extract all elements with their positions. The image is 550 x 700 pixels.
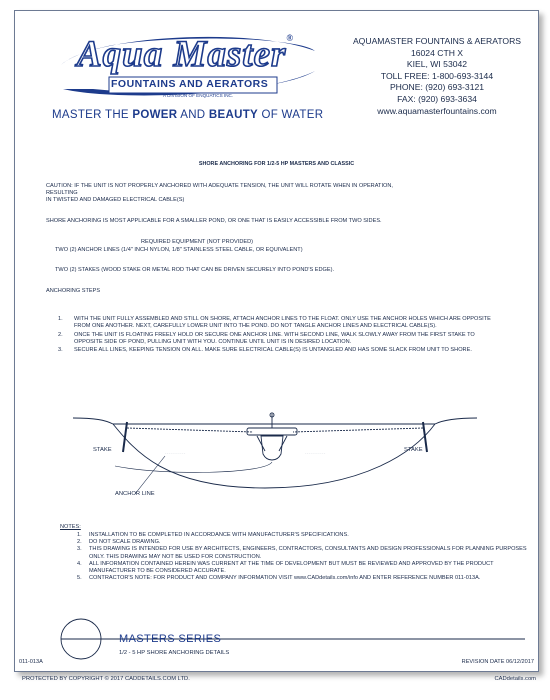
notes-list: [77, 532, 529, 582]
brand-division: A DIVISION OF ENQUATICS INC.: [163, 93, 234, 98]
reference-number: 011-013A: [19, 659, 43, 665]
equipment-anchor-lines: TWO (2) ANCHOR LINES (1/4" INCH NYLON, 1/8" STAINLESS STEEL CABLE, OR EQUIVALENT): [55, 247, 303, 253]
caution-line-2: RESULTING: [46, 190, 78, 196]
list-item: 3. SECURE ALL LINES, KEEPING TENSION ON ALL. MAKE SURE ELECTRICAL CABLE(S) IS UNTANGLED AND HAS SOME SLACK FROM UNIT TO SHORE.: [58, 347, 472, 354]
series-title: MASTERS SERIES: [119, 633, 222, 645]
toll-free: TOLL FREE: 1-800-693-3144: [380, 70, 494, 81]
list-item: 1. INSTALLATION TO BE COMPLETED IN ACCORDANCE WITH MANUFACTURER'S SPECIFICATIONS.: [77, 532, 349, 538]
company-name: AQUAMASTER FOUNTAINS & AERATORS: [352, 36, 522, 46]
anchoring-steps-list: [58, 316, 504, 355]
stake-left-label: STAKE: [93, 447, 112, 453]
list-item: 5. CONTRACTOR'S NOTE: FOR PRODUCT AND COMPANY INFORMATION VISIT www.CADdetails.com/info AND ENTER REFERENCE NUMBER 011-013A.: [77, 575, 481, 582]
caution-line-1: CAUTION: IF THE UNIT IS NOT PROPERLY ANCHORED WITH ADEQUATE TENSION, THE UNIT WILL ROTATE WHEN IN OPERATION,: [46, 183, 393, 189]
street-address: 16024 CTH X: [410, 47, 464, 58]
motor-unit: [261, 436, 283, 460]
fax: FAX: (920) 693-3634: [397, 93, 477, 104]
document-title: SHORE ANCHORING FOR 1/2-5 HP MASTERS AND CLASSIC: [198, 161, 355, 167]
float: [247, 428, 297, 435]
svg-text:~ ~ ~ ~ ~ ~ ~ ~ ~ ~ ~: ~ ~ ~ ~ ~ ~ ~ ~ ~ ~ ~: [305, 453, 326, 455]
equipment-stakes: TWO (2) STAKES (WOOD STAKE OR METAL ROD THAT CAN BE DRIVEN SECURELY INTO POND'S EDGE).: [55, 267, 335, 273]
left-anchor-line: [127, 428, 253, 432]
pond-anchoring-diagram: [15, 406, 538, 516]
phone: PHONE: (920) 693-3121: [389, 82, 485, 93]
svg-text:~ ~ ~ ~ ~ ~ ~ ~ ~ ~ ~: ~ ~ ~ ~ ~ ~ ~ ~ ~ ~ ~: [165, 453, 186, 455]
website-link[interactable]: www.aquamasterfountains.com: [377, 105, 497, 116]
anchor-line-leader: [135, 456, 165, 494]
required-equipment-heading: REQUIRED EQUIPMENT (NOT PROVIDED): [141, 239, 253, 245]
applicable-text: SHORE ANCHORING IS MOST APPLICABLE FOR A SMALLER POND, OR ONE THAT IS EASILY ACCESSIBLE FROM TWO SIDES.: [46, 218, 382, 224]
list-item: 2. DO NOT SCALE DRAWING.: [77, 539, 161, 546]
anchoring-steps-heading: ANCHORING STEPS: [46, 288, 101, 294]
series-subtitle: 1/2 - 5 HP SHORE ANCHORING DETAILS: [119, 650, 230, 656]
drawing-sheet: [14, 10, 539, 672]
brand-tagline: MASTER THE POWER AND BEAUTY OF WATER: [52, 109, 324, 121]
contact-block: [337, 36, 537, 117]
registered-mark: ®: [286, 33, 295, 43]
list-item: 1. WITH THE UNIT FULLY ASSEMBLED AND STILL ON SHORE, ATTACH ANCHOR LINES TO THE FLOAT. ONLY USE THE ANCHOR HOLES WHICH ARE OPPOSITE FROM ONE ANOTHER. NEXT, CAREFULLY LOWER UNIT INTO THE POND. DO NOT TANGLE ANCHOR LINES AND ELECTRICAL CABLE(S).: [58, 316, 491, 330]
electrical-cable: [115, 462, 272, 472]
copyright-notice: PROTECTED BY COPYRIGHT © 2017 CADDETAILS.COM LTD.: [22, 676, 190, 682]
left-shore-line: [73, 418, 113, 424]
pond-bottom: [113, 424, 435, 488]
revision-date: REVISION DATE 06/12/2017: [461, 659, 534, 665]
caddetails-link[interactable]: CADdetails.com: [494, 676, 536, 682]
list-item: 2. ONCE THE UNIT IS FLOATING FREELY HOLD OR SECURE ONE ANCHOR LINE. WITH SECOND LINE, WALK SLOWLY AWAY FROM THE FIRST STAKE TO OPPOSITE SIDE OF POND, PULLING UNIT WITH YOU. CONTINUE UNTIL UNIT IS IN DESIRED LOCATION.: [58, 331, 475, 345]
list-item: 4. ALL INFORMATION CONTAINED HEREIN WAS CURRENT AT THE TIME OF DEVELOPMENT BUT MUST BE REVIEWED AND APPROVED BY THE PRODUCT MANUFACTURER TO BE CONSIDERED ACCURATE.: [77, 560, 494, 575]
aqua-master-logo: [53, 31, 323, 111]
caution-line-3: IN TWISTED AND DAMAGED ELECTRICAL CABLE(S): [46, 197, 185, 203]
city-address: KIEL, WI 53042: [406, 59, 468, 70]
brand-subtitle: FOUNTAINS AND AERATORS: [111, 78, 269, 90]
stake-right-label: STAKE: [404, 447, 423, 453]
brand-name: Aqua Master®: [77, 33, 295, 75]
right-anchor-line: [293, 428, 423, 432]
right-shore-line: [435, 418, 477, 424]
anchor-line-label: ANCHOR LINE: [115, 491, 155, 497]
list-item: 3. THIS DRAWING IS INTENDED FOR USE BY ARCHITECTS, ENGINEERS, CONTRACTORS, CONSULTANTS AND DESIGN PROFESSIONALS FOR PLANNING PURPOSES ONLY. THIS DRAWING MAY NOT BE USED FOR CONSTRUCTION.: [77, 546, 527, 560]
notes-heading: NOTES:: [60, 524, 81, 530]
